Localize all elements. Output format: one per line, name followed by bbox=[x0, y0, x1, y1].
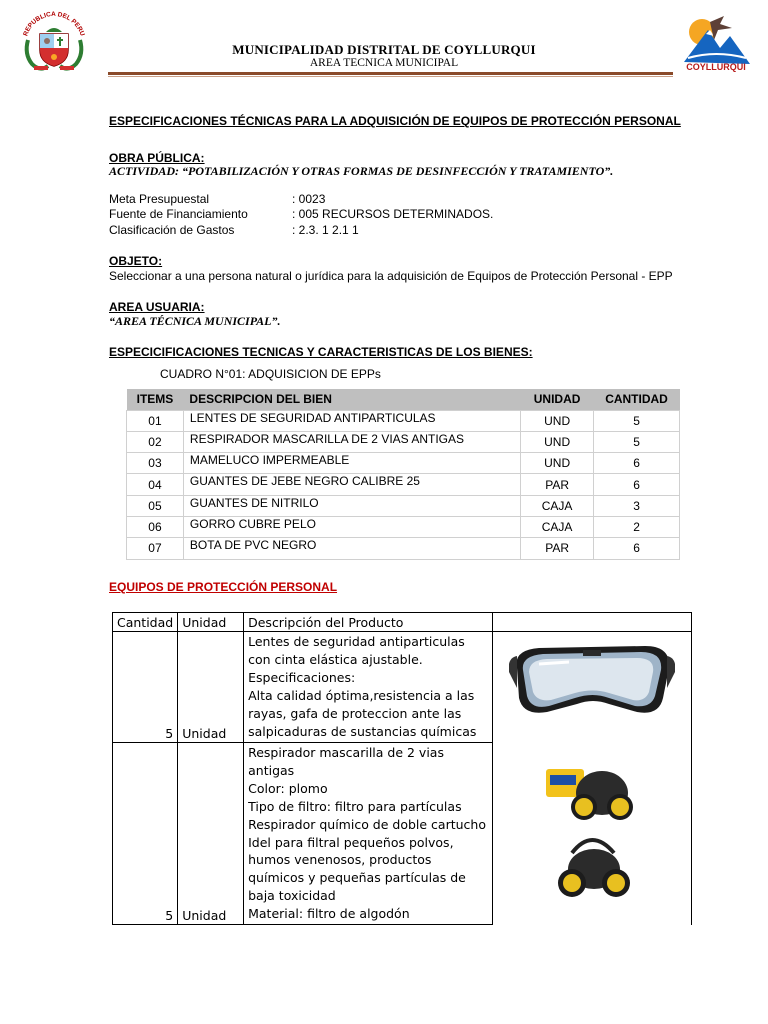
description-line: salpicaduras de sustancias químicas bbox=[248, 723, 477, 739]
cuadro-label: CUADRO N°01: ADQUISICION DE EPPs bbox=[160, 367, 381, 381]
product-description bbox=[244, 632, 493, 743]
description-line: Material: filtro de algodón bbox=[248, 906, 410, 922]
meta-label: Meta Presupuestal bbox=[109, 192, 210, 206]
col-header-cantidad: Cantidad bbox=[113, 613, 178, 632]
description-line: Idel para filtral pequeños polvos, bbox=[248, 834, 454, 850]
table-row bbox=[113, 632, 692, 743]
product-quantity: 5 bbox=[113, 743, 178, 925]
header-title: MUNICIPALIDAD DISTRITAL DE COYLLURQUI bbox=[232, 42, 536, 57]
table-header-row bbox=[113, 613, 692, 632]
description-line: Respirador químico de doble cartucho bbox=[248, 816, 486, 832]
header-subtitle: AREA TECNICA MUNICIPAL bbox=[309, 57, 459, 69]
objeto-label: OBJETO: bbox=[109, 254, 163, 268]
table-row bbox=[127, 495, 680, 516]
item-number: 01 bbox=[127, 410, 184, 431]
description-line: Especificaciones: bbox=[248, 669, 356, 685]
fuente-label: Fuente de Financiamiento bbox=[109, 207, 248, 221]
item-unit: UND bbox=[521, 453, 594, 474]
product-description bbox=[244, 743, 493, 925]
item-description: BOTA DE PVC NEGRO bbox=[183, 538, 520, 559]
actividad-text: ACTIVIDAD: “POTABILIZACIÓN Y OTRAS FORMAS DE DESINFECCIÓN Y TRATAMIENTO”. bbox=[109, 164, 614, 178]
area-usuaria-text: “AREA TÉCNICA MUNICIPAL”. bbox=[109, 314, 281, 328]
obra-label: OBRA PÚBLICA: bbox=[109, 151, 205, 165]
item-number: 04 bbox=[127, 474, 184, 495]
header-divider bbox=[108, 72, 673, 75]
epp-products-table bbox=[112, 612, 692, 925]
product-unit: Unidad bbox=[178, 632, 244, 743]
item-quantity: 5 bbox=[594, 431, 680, 452]
table-row bbox=[127, 474, 680, 495]
item-unit: PAR bbox=[521, 474, 594, 495]
item-number: 05 bbox=[127, 495, 184, 516]
item-unit: UND bbox=[521, 431, 594, 452]
description-line: humos venenosos, productos bbox=[248, 852, 432, 868]
item-description: GUANTES DE NITRILO bbox=[183, 495, 520, 516]
item-number: 07 bbox=[127, 538, 184, 559]
table-row bbox=[113, 743, 692, 925]
item-number: 03 bbox=[127, 453, 184, 474]
respirator-mask-image bbox=[532, 757, 652, 907]
description-line: Tipo de filtro: filtro para partículas bbox=[248, 798, 462, 814]
item-number: 06 bbox=[127, 516, 184, 537]
description-line: baja toxicidad bbox=[248, 888, 336, 904]
svg-text:REPUBLICA DEL PERU: REPUBLICA DEL PERU bbox=[22, 10, 86, 38]
objeto-text: Seleccionar a una persona natural o jurídica para la adquisición de Equipos de Protección Personal - EPP bbox=[109, 269, 673, 283]
table-row bbox=[127, 431, 680, 452]
col-header-descripcion: Descripción del Producto bbox=[244, 613, 493, 632]
product-unit: Unidad bbox=[178, 743, 244, 925]
description-line: Alta calidad óptima,resistencia a las bbox=[248, 687, 475, 703]
col-header-unidad: UNIDAD bbox=[521, 389, 594, 410]
col-header-descripcion: DESCRIPCION DEL BIEN bbox=[183, 389, 520, 410]
document-title: ESPECIFICACIONES TÉCNICAS PARA LA ADQUISICIÓN DE EQUIPOS DE PROTECCIÓN PERSONAL bbox=[109, 114, 681, 128]
safety-goggles-image bbox=[509, 638, 675, 734]
col-header-image bbox=[493, 613, 692, 632]
especificaciones-label: ESPECICIFICACIONES TECNICAS Y CARACTERISTICAS DE LOS BIENES: bbox=[109, 345, 533, 359]
section-epp-title: EQUIPOS DE PROTECCIÓN PERSONAL bbox=[109, 580, 338, 594]
item-quantity: 3 bbox=[594, 495, 680, 516]
meta-value: : 0023 bbox=[292, 192, 326, 206]
description-line: con cinta elástica ajustable. bbox=[248, 651, 423, 667]
item-description: LENTES DE SEGURIDAD ANTIPARTICULAS bbox=[183, 410, 520, 431]
description-line: Respirador mascarilla de 2 vias bbox=[248, 745, 444, 760]
col-header-items: ITEMS bbox=[127, 389, 184, 410]
clasificacion-value: : 2.3. 1 2.1 1 bbox=[292, 223, 359, 237]
item-quantity: 6 bbox=[594, 453, 680, 474]
clasificacion-label: Clasificación de Gastos bbox=[109, 223, 235, 237]
item-description: RESPIRADOR MASCARILLA DE 2 VIAS ANTIGAS bbox=[183, 431, 520, 452]
area-usuaria-label: AREA USUARIA: bbox=[109, 300, 205, 314]
item-unit: CAJA bbox=[521, 495, 594, 516]
description-line: rayas, gafa de proteccion ante las bbox=[248, 705, 462, 721]
svg-text:COYLLURQUI: COYLLURQUI bbox=[686, 62, 746, 72]
table-row bbox=[127, 453, 680, 474]
item-description: MAMELUCO IMPERMEABLE bbox=[183, 453, 520, 474]
col-header-cantidad: CANTIDAD bbox=[594, 389, 680, 410]
goggles-image-cell bbox=[493, 632, 692, 743]
fuente-value: : 005 RECURSOS DETERMINADOS. bbox=[292, 207, 494, 221]
header-divider-thin bbox=[108, 76, 673, 77]
table-row bbox=[127, 538, 680, 559]
product-quantity: 5 bbox=[113, 632, 178, 743]
description-line: químicos y pequeñas partículas de bbox=[248, 870, 466, 886]
item-quantity: 6 bbox=[594, 474, 680, 495]
item-description: GORRO CUBRE PELO bbox=[183, 516, 520, 537]
table-row bbox=[127, 410, 680, 431]
item-quantity: 2 bbox=[594, 516, 680, 537]
epp-items-table bbox=[126, 389, 680, 560]
item-quantity: 5 bbox=[594, 410, 680, 431]
table-header-row bbox=[127, 389, 680, 410]
item-number: 02 bbox=[127, 431, 184, 452]
description-line: Lentes de seguridad antiparticulas bbox=[248, 634, 465, 649]
col-header-unidad: Unidad bbox=[178, 613, 244, 632]
table-row bbox=[127, 516, 680, 537]
item-unit: UND bbox=[521, 410, 594, 431]
item-quantity: 6 bbox=[594, 538, 680, 559]
description-line: antigas bbox=[248, 762, 295, 778]
item-unit: PAR bbox=[521, 538, 594, 559]
description-line: Color: plomo bbox=[248, 780, 328, 796]
item-unit: CAJA bbox=[521, 516, 594, 537]
respirator-image-cell bbox=[493, 743, 692, 925]
item-description: GUANTES DE JEBE NEGRO CALIBRE 25 bbox=[183, 474, 520, 495]
